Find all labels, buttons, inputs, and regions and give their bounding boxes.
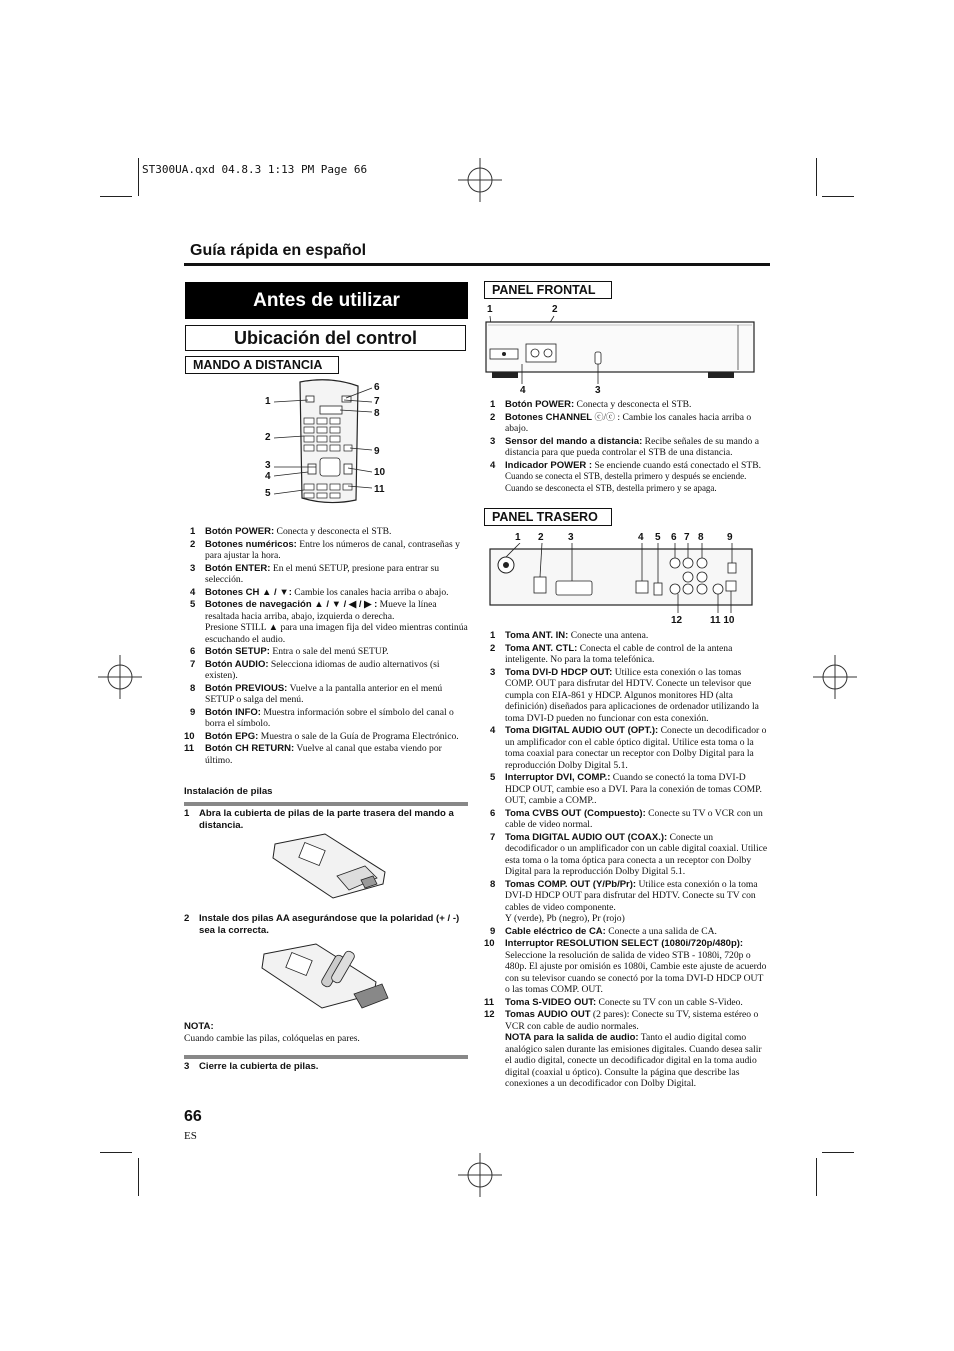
- list-item: 11 Toma S-VIDEO OUT: Conecte su TV con un cable S-Video.: [484, 996, 743, 1008]
- registration-mark-icon: [810, 652, 860, 702]
- crop-mark: [100, 1152, 132, 1153]
- list-item: 4 Botones CH ▲ / ▼: Cambie los canales hacia arriba o abajo.: [190, 586, 449, 598]
- front-callout-3: 3: [595, 385, 601, 396]
- front-callout-1: 1: [487, 304, 493, 315]
- battery-title: Instalación de pilas: [184, 786, 273, 797]
- rear-callout-1: 1: [515, 532, 521, 543]
- rear-callout-6: 6: [671, 532, 677, 543]
- section-rule: [184, 263, 770, 266]
- remote-callout-5: 5: [265, 488, 271, 499]
- list-item: 1 Toma ANT. IN: Conecte una antena.: [490, 630, 649, 641]
- note-label: NOTA:: [184, 1021, 214, 1032]
- list-item: 2 Botones numéricos: Entre los números de canal, contraseñas y para ajustar la hora.: [190, 538, 460, 561]
- battery-insert-illustration: [258, 940, 393, 1012]
- remote-callout-8: 8: [374, 408, 380, 419]
- banner-title: Antes de utilizar: [185, 282, 468, 319]
- list-item: 2 Botones CHANNEL ⓒ/ⓒ : Cambie los canales hacia arriba o abajo.: [490, 411, 752, 434]
- remote-callout-11: 11: [374, 484, 385, 495]
- remote-callout-7: 7: [374, 396, 380, 407]
- crop-mark: [138, 158, 139, 196]
- rear-callout-11-10: 11 10: [710, 615, 735, 626]
- list-item: 8 Tomas COMP. OUT (Y/Pb/Pr): Utilice esta conexión o la toma DVI-D HDCP OUT para disfrutar del HDTV. Conecte su TV con cables de video componente. Y (verde), Pb (negro), Pr (rojo): [490, 878, 758, 924]
- front-callout-4: 4: [520, 385, 526, 396]
- list-item: 5 Interruptor DVI, COMP.: Cuando se conectó la toma DVI-D HDCP OUT, cambie eso a DVI. Para la conexión de tomas COMP. OUT, cambie a COMP..: [490, 772, 762, 806]
- rear-callout-12: 12: [671, 615, 683, 626]
- remote-callout-1: 1: [265, 396, 271, 407]
- list-item: 3 Botón ENTER: En el menú SETUP, presione para entrar su selección.: [190, 562, 440, 585]
- crop-mark: [100, 196, 132, 197]
- step-rule: [184, 802, 468, 806]
- list-item: 3 Sensor del mando a distancia: Recibe señales de su mando a distancia para que pueda controlar el STB de una distancia.: [490, 435, 759, 458]
- list-item: 4 Indicador POWER : Se enciende cuando está conectado el STB. Cuando se conecta el STB, destella primero y después se enciende. Cuando se desconecta el STB, destella primero y se apaga.: [490, 459, 761, 493]
- list-item: 10 Interruptor RESOLUTION SELECT (1080i/720p/480p): Seleccione la resolución de salida de video STB - 1080i, 720p o 480p. El ajuste por omisión es 1080i, Cambie este ajuste de acuerdo con su televisor cuando se conectó por la toma DVI-D HDCP OUT o las tomas COMP. OUT.: [484, 938, 767, 995]
- remote-callout-2: 2: [265, 432, 271, 443]
- list-item: 6 Botón SETUP: Entra o sale del menú SETUP.: [190, 646, 389, 657]
- battery-step-1: 1 Abra la cubierta de pilas de la parte trasera del mando a distancia.: [184, 808, 454, 831]
- battery-step-3: 3 Cierre la cubierta de pilas.: [184, 1061, 319, 1072]
- list-item: 7 Toma DIGITAL AUDIO OUT (COAX.): Conecte un decodificador o un amplificador con un cable digital coaxial. Utilice esta toma o la toma óptica para conecta a un receptor con Dolby Digital para la reproducción Dolby Digital 5.1.: [490, 831, 768, 877]
- note-text: Cuando cambie las pilas, colóquelas en pares.: [184, 1033, 360, 1044]
- list-item: 5 Botones de navegación ▲ / ▼ / ◀ / ▶ : Mueve la línea resaltada hacia arriba, abajo, izquierda o derecha. Presione STILL ▲ para una imagen fija del video mientras continúa escuchando el audio.: [190, 599, 468, 645]
- crop-mark: [822, 1152, 854, 1153]
- rear-panel-illustration: [488, 543, 756, 615]
- rear-callout-8: 8: [698, 532, 704, 543]
- remote-callout-3: 3: [265, 460, 271, 471]
- crop-mark: [822, 196, 854, 197]
- crop-mark: [816, 1158, 817, 1196]
- list-item: 3 Toma DVI-D HDCP OUT: Utilice esta conexión o las tomas COMP. OUT para disfrutar del HDTV. Conecte un televisor que cumpla con EIA-861 y HDCP. Algunos monitores HD (alta definición) diseñados para aplicaciones de ordenador utilizando la toma DVI-D pueden no funcionar con esta conexión.: [490, 666, 759, 724]
- channel-up-down-icon: ⓒ/ⓒ: [594, 411, 616, 422]
- front-panel-illustration: [484, 314, 759, 386]
- page-number: 66: [184, 1108, 202, 1125]
- remote-button-list: [184, 526, 468, 767]
- registration-mark-icon: [455, 155, 505, 205]
- list-item: 11 Botón CH RETURN: Vuelve al canal que estaba viendo por último.: [184, 743, 442, 766]
- list-item: 7 Botón AUDIO: Selecciona idiomas de audio alternativos (si existen).: [190, 658, 440, 681]
- rear-callout-3: 3: [568, 532, 574, 543]
- battery-step-2: 2 Instale dos pilas AA asegurándose que la polaridad (+ / -) sea la correcta.: [184, 913, 460, 936]
- crop-mark: [816, 158, 817, 196]
- crop-mark: [138, 1158, 139, 1196]
- list-item: 9 Cable eléctrico de CA: Conecte a una salida de CA.: [490, 925, 717, 937]
- registration-mark-icon: [455, 1150, 505, 1200]
- front-panel-list: [490, 399, 768, 495]
- banner-subtitle: Ubicación del control: [185, 325, 466, 351]
- list-item: 9 Botón INFO: Muestra información sobre el símbolo del canal o borra el símbolo.: [190, 706, 454, 729]
- remote-callout-4: 4: [265, 471, 271, 482]
- remote-section-label: MANDO A DISTANCIA: [185, 356, 339, 374]
- list-item: 4 Toma DIGITAL AUDIO OUT (OPT.): Conecte un decodificador o un amplificador con el cable óptico digital. Utilice esta toma o la toma coaxial para conectar un receptor con Dolby Digital para la reproducción Dolby Digital 5.1.: [490, 725, 767, 771]
- rear-callout-2: 2: [538, 532, 544, 543]
- remote-callout-9: 9: [374, 446, 380, 457]
- rear-callout-7: 7: [684, 532, 690, 543]
- rear-panel-list: [484, 630, 768, 1091]
- rear-panel-label: PANEL TRASERO: [484, 508, 612, 526]
- print-header: ST300UA.qxd 04.8.3 1:13 PM Page 66: [142, 163, 368, 176]
- rear-callout-9: 9: [727, 532, 733, 543]
- list-item: 12 Tomas AUDIO OUT (2 pares): Conecte su TV, sistema estéreo o VCR con cable de audio normales. NOTA para la salida de audio: Tanto el audio digital como analógico salen durante las emisiones digitales. Cuando desea salir el audio digital, conecte un decodificador digital en la toma audio digital (coaxial u óptico). Consulte la página que describe las conexiones a un decodificador con Dolby Digital.: [484, 1009, 762, 1089]
- remote-callout-10: 10: [374, 467, 386, 478]
- list-item: 1 Botón POWER: Conecta y desconecta el STB.: [190, 526, 392, 537]
- list-item: 8 Botón PREVIOUS: Vuelve a la pantalla anterior en el menú SETUP o salga del menú.: [190, 682, 443, 705]
- list-item: 1 Botón POWER: Conecta y desconecta el STB.: [490, 399, 692, 410]
- step-rule: [184, 1055, 468, 1059]
- rear-callout-4: 4: [638, 532, 644, 543]
- remote-callout-6: 6: [374, 382, 380, 393]
- list-item: 10 Botón EPG: Muestra o sale de la Guía de Programa Electrónico.: [184, 730, 459, 742]
- rear-callout-5: 5: [655, 532, 661, 543]
- page-language: ES: [184, 1130, 197, 1142]
- section-title: Guía rápida en español: [190, 242, 367, 259]
- list-item: 6 Toma CVBS OUT (Compuesto): Conecte su TV o VCR con un cable de video normal.: [490, 807, 763, 830]
- battery-cover-open-illustration: [265, 832, 395, 902]
- front-callout-2: 2: [552, 304, 558, 315]
- front-panel-label: PANEL FRONTAL: [484, 281, 612, 299]
- registration-mark-icon: [95, 652, 145, 702]
- list-item: 2 Toma ANT. CTL: Conecta el cable de control de la antena inteligente. No para la toma telefónica.: [490, 642, 733, 665]
